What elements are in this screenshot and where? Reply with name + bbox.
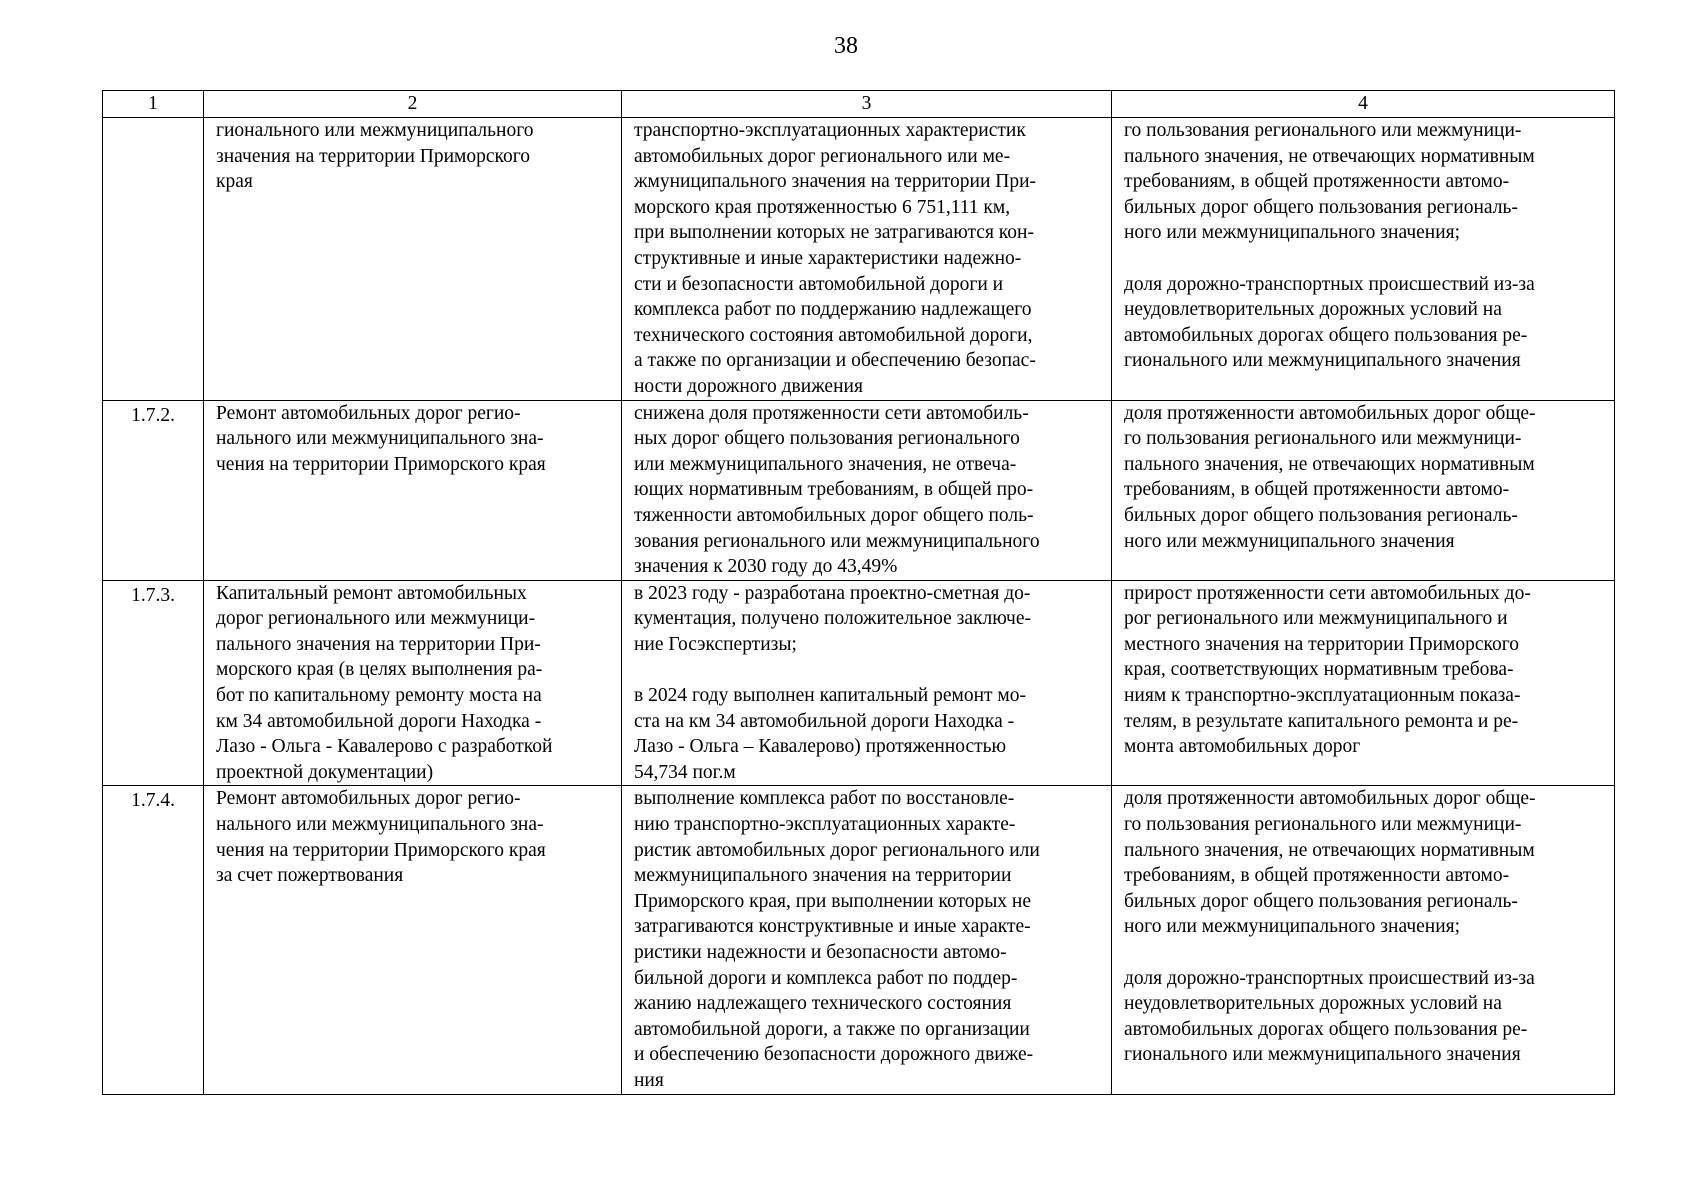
text-line: рог регионального или межмуниципального и (1124, 608, 1508, 630)
text-line: требованиям, в общей протяженности автомо- (1124, 479, 1510, 501)
result-description-cell (622, 786, 1112, 1094)
table-row (103, 400, 1615, 580)
text-line: пального значения, не отвечающих нормативным (1124, 145, 1535, 167)
text-line: при выполнении которых не затрагиваются кон- (634, 222, 1034, 244)
row-number (103, 118, 204, 401)
text-line: го пользования регионального или межмуници- (1124, 120, 1522, 141)
text-line: пального значения, не отвечающих нормативным (1124, 839, 1535, 861)
text-line: го пользования регионального или межмуници- (1124, 428, 1522, 450)
text-line: Лазо - Ольга - Кавалерово с разработкой (216, 736, 553, 758)
text-line: 54,734 пог.м (634, 761, 736, 783)
text-line: чения на территории Приморского края (216, 453, 546, 475)
text-line: ности дорожного движения (634, 375, 863, 397)
text-line: Ремонт автомобильных дорог регио- (216, 788, 521, 810)
text-line: края (216, 171, 253, 193)
text-line: ста на км 34 автомобильной дороги Находка - (634, 710, 1015, 732)
text-line: морского края (в целях выполнения ра- (216, 659, 543, 681)
measure-name-cell (204, 118, 622, 401)
text-line: гионального или межмуниципального значения (1124, 350, 1521, 372)
text-line: Приморского края, при выполнении которых не (634, 890, 1032, 912)
column-header: 4 (1112, 91, 1615, 118)
text-line: Капитальный ремонт автомобильных (216, 582, 527, 604)
text-line: ного или межмуниципального значения (1124, 530, 1455, 552)
row-number: 1.7.4. (103, 786, 204, 1094)
text-line: края, соответствующих нормативным требова- (1124, 659, 1514, 681)
text-line: бильных дорог общего пользования региональ- (1124, 196, 1518, 218)
text-line: бильных дорог общего пользования региональ- (1124, 890, 1518, 912)
text-line: зования регионального или межмуниципального (634, 530, 1040, 552)
text-line: го пользования регионального или межмуници- (1124, 814, 1522, 836)
row-number: 1.7.2. (103, 400, 204, 580)
table-row (103, 580, 1615, 786)
program-table (102, 90, 1615, 1095)
text-line: а также по организации и обеспечению безопас- (634, 350, 1036, 372)
text-line: проектной документации) (216, 761, 434, 783)
text-line: снижена доля протяженности сети автомобиль- (634, 402, 1029, 424)
text-line: ных дорог общего пользования регионального (634, 428, 1020, 450)
text-line: доля протяженности автомобильных дорог обще- (1124, 788, 1536, 810)
text-line: нального или межмуниципального зна- (216, 428, 544, 450)
measure-name-cell (204, 786, 622, 1094)
text-line: дорог регионального или межмуници- (216, 608, 536, 630)
table-row (103, 118, 1615, 401)
result-description-cell (622, 580, 1112, 786)
result-description-cell (622, 400, 1112, 580)
text-line: ниям к транспортно-эксплуатационным показа- (1124, 685, 1521, 707)
text-line: ного или межмуниципального значения; (1124, 916, 1461, 938)
text-line: неудовлетворительных дорожных условий на (1124, 299, 1502, 321)
indicator-cell (1112, 118, 1615, 401)
paragraph-gap (634, 657, 1107, 683)
text-line: значения к 2030 году до 43,49% (634, 556, 898, 578)
page-number: 38 (834, 33, 858, 59)
measure-name-cell (204, 400, 622, 580)
column-header: 2 (204, 91, 622, 118)
text-line: прирост протяженности сети автомобильных до- (1124, 582, 1531, 604)
text-line: доля дорожно-транспортных происшествий из-за (1124, 967, 1535, 989)
text-line: км 34 автомобильной дороги Находка - (216, 710, 542, 732)
text-line: автомобильных дорог регионального или ме- (634, 145, 1011, 167)
text-line: Лазо - Ольга – Кавалерово) протяженностью (634, 736, 1007, 758)
text-line: требованиям, в общей протяженности автомо- (1124, 171, 1510, 193)
text-line: бильной дороги и комплекса работ по поддер- (634, 967, 1018, 989)
text-line: неудовлетворительных дорожных условий на (1124, 993, 1502, 1015)
text-line: пального значения на территории При- (216, 633, 541, 655)
text-line: нию транспортно-эксплуатационных характе- (634, 814, 1016, 836)
text-line: доля дорожно-транспортных происшествий из-за (1124, 273, 1535, 295)
text-line: Ремонт автомобильных дорог регио- (216, 402, 521, 424)
text-line: структивные и иные характеристики надежно- (634, 247, 1022, 269)
text-line: кументация, получено положительное заключе- (634, 608, 1031, 630)
text-line: доля протяженности автомобильных дорог обще- (1124, 402, 1536, 424)
text-line: местного значения на территории Приморского (1124, 633, 1520, 655)
text-line: монта автомобильных дорог (1124, 736, 1361, 758)
column-header: 1 (103, 91, 204, 118)
measure-name-cell (204, 580, 622, 786)
indicator-cell (1112, 786, 1615, 1094)
text-line: в 2023 году - разработана проектно-сметная до- (634, 582, 1031, 604)
text-line: бильных дорог общего пользования региональ- (1124, 504, 1518, 526)
paragraph-gap (1124, 246, 1610, 272)
text-line: тяженности автомобильных дорог общего поль- (634, 504, 1034, 526)
text-line: и обеспечению безопасности дорожного движе- (634, 1044, 1034, 1066)
text-line: жмуниципального значения на территории При- (634, 171, 1037, 193)
text-line: выполнение комплекса работ по восстановле- (634, 788, 1015, 810)
text-line: ния (634, 1069, 664, 1091)
table-row (103, 786, 1615, 1094)
text-line: в 2024 году выполнен капитальный ремонт мо- (634, 685, 1026, 707)
text-line: транспортно-эксплуатационных характеристик (634, 120, 1026, 141)
text-line: бот по капитальному ремонту моста на (216, 685, 542, 707)
text-line: автомобильной дороги, а также по организации (634, 1018, 1030, 1040)
text-line: межмуниципального значения на территории (634, 865, 1012, 887)
text-line: чения на территории Приморского края (216, 839, 546, 861)
text-line: нального или межмуниципального зна- (216, 814, 544, 836)
text-line: ристики надежности и безопасности автомо- (634, 942, 1007, 963)
indicator-cell (1112, 580, 1615, 786)
text-line: пального значения, не отвечающих нормативным (1124, 453, 1535, 475)
result-description-cell (622, 118, 1112, 401)
text-line: гионального или межмуниципального значения (1124, 1044, 1521, 1066)
text-line: ристик автомобильных дорог регионального или (634, 839, 1040, 861)
text-line: затрагиваются конструктивные и иные характе- (634, 916, 1031, 938)
column-header: 3 (622, 91, 1112, 118)
text-line: значения на территории Приморского (216, 145, 531, 167)
text-line: автомобильных дорогах общего пользования ре- (1124, 324, 1528, 346)
text-line: комплекса работ по поддержанию надлежащего (634, 299, 1032, 321)
indicator-cell (1112, 400, 1615, 580)
text-line: автомобильных дорогах общего пользования ре- (1124, 1018, 1528, 1040)
text-line: сти и безопасности автомобильной дороги и (634, 273, 1004, 295)
text-line: или межмуниципального значения, не отвеча- (634, 453, 1017, 475)
text-line: требованиям, в общей протяженности автомо- (1124, 865, 1510, 887)
paragraph-gap (1124, 940, 1610, 966)
table-body (103, 118, 1615, 1095)
text-line: жанию надлежащего технического состояния (634, 993, 1012, 1015)
text-line: ние Госэкспертизы; (634, 633, 797, 655)
text-line: за счет пожертвования (216, 865, 404, 887)
text-line: гионального или межмуниципального (216, 120, 534, 141)
text-line: технического состояния автомобильной дороги, (634, 324, 1033, 346)
text-line: телям, в результате капитального ремонта и ре- (1124, 710, 1519, 732)
row-number: 1.7.3. (103, 580, 204, 786)
header-row (103, 91, 1615, 118)
text-line: ного или межмуниципального значения; (1124, 222, 1461, 244)
text-line: ющих нормативным требованиям, в общей про- (634, 479, 1034, 501)
text-line: морского края протяженностью 6 751,111 км, (634, 196, 1011, 218)
